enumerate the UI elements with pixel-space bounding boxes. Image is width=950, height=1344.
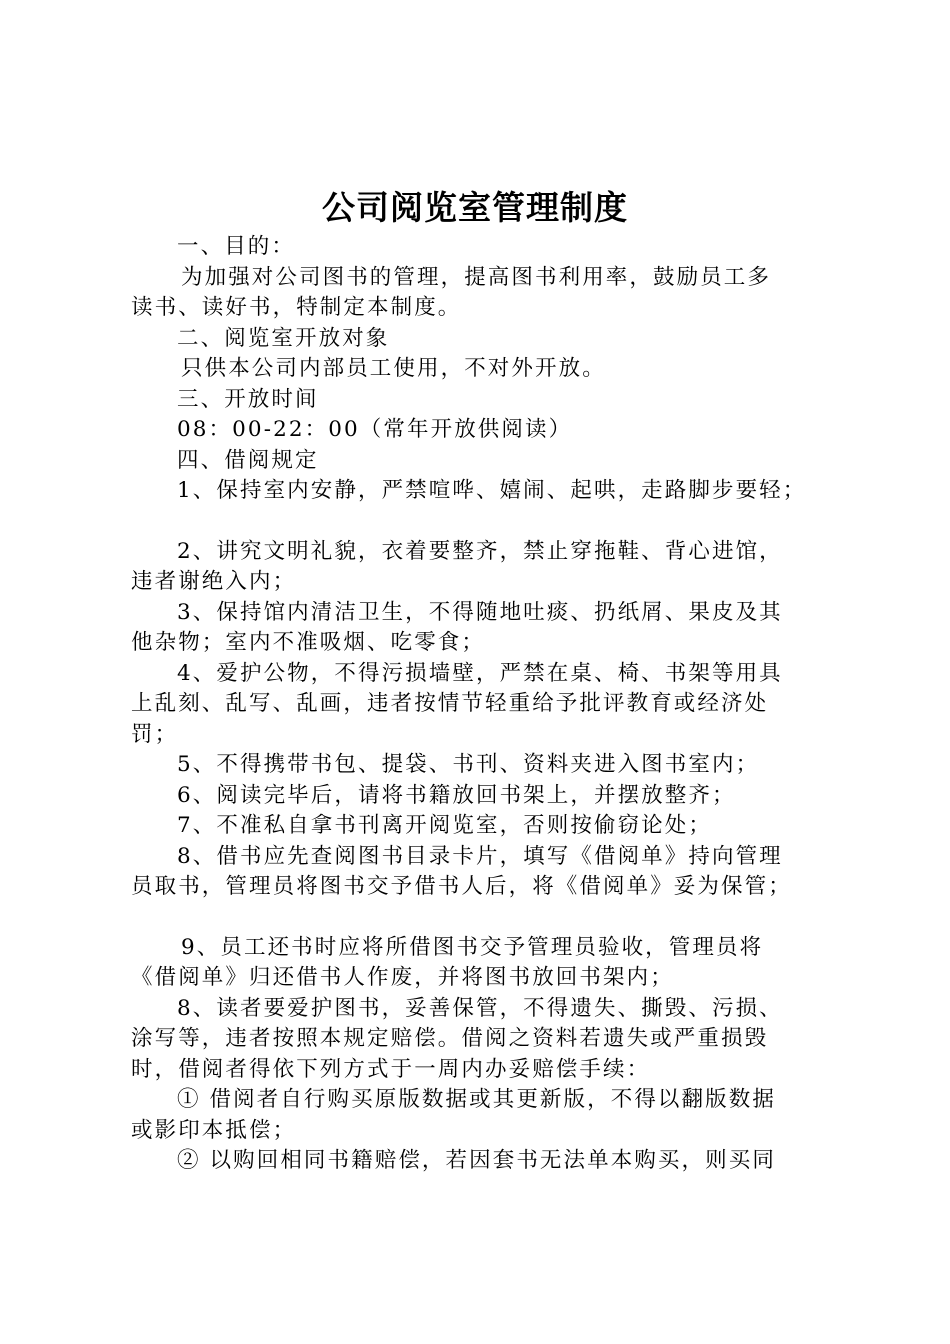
- section-heading: 四、借阅规定: [177, 447, 319, 473]
- rule-item: 4、爱护公物，不得污损墙壁，严禁在桌、椅、书架等用具: [177, 660, 783, 686]
- rule-item-continued: 员取书，管理员将图书交予借书人后，将《借阅单》妥为保管；: [131, 874, 792, 899]
- paragraph-line: 只供本公司内部员工使用，不对外开放。: [181, 356, 606, 381]
- section-heading: 二、阅览室开放对象: [177, 325, 390, 351]
- sub-item: ① 借阅者自行购买原版数据或其更新版，不得以翻版数据: [177, 1087, 776, 1112]
- sub-item-continued: 或影印本抵偿；: [131, 1117, 297, 1143]
- rule-item: 7、不准私自拿书刊离开阅览室，否则按偷窃论处；: [177, 813, 712, 838]
- rule-item-continued: 罚；: [131, 721, 179, 747]
- section-heading: 三、开放时间: [177, 386, 319, 412]
- paragraph-line: 08：00-22：00（常年开放供阅读）: [177, 417, 573, 442]
- rule-item: 5、不得携带书包、提袋、书刊、资料夹进入图书室内；: [177, 752, 760, 777]
- rule-item: 2、讲究文明礼貌，衣着要整齐，禁止穿拖鞋、背心进馆，: [177, 538, 783, 564]
- rule-item-continued: 上乱刻、乱写、乱画，违者按情节轻重给予批评教育或经济处: [131, 691, 769, 716]
- blank-line: [131, 507, 847, 537]
- rule-item-continued: 时，借阅者得依下列方式于一周内办妥赔偿手续：: [131, 1056, 651, 1082]
- paragraph-line: 读书、读好书，特制定本制度。: [131, 295, 462, 320]
- rule-item: 6、阅读完毕后，请将书籍放回书架上，并摆放整齐；: [177, 782, 736, 808]
- document-body: [131, 232, 847, 1177]
- rule-item: 8、读者要爱护图书，妥善保管，不得遗失、撕毁、污损、: [177, 995, 783, 1021]
- rule-item: 1、保持室内安静，严禁喧哗、嬉闹、起哄，走路脚步要轻；: [177, 478, 807, 503]
- blank-line: [131, 903, 847, 933]
- rule-item-continued: 他杂物；室内不准吸烟、吃零食；: [131, 630, 486, 655]
- rule-item: 8、借书应先查阅图书目录卡片，填写《借阅单》持向管理: [177, 843, 783, 869]
- rule-item-continued: 《借阅单》归还借书人作废，并将图书放回书架内；: [131, 965, 674, 990]
- rule-item: 3、保持馆内清洁卫生，不得随地吐痰、扔纸屑、果皮及其: [177, 599, 783, 625]
- paragraph-line: 为加强对公司图书的管理，提高图书利用率，鼓励员工多: [181, 264, 772, 290]
- sub-item: ② 以购回相同书籍赔偿，若因套书无法单本购买，则买同: [177, 1148, 776, 1173]
- rule-item-continued: 违者谢绝入内；: [131, 569, 297, 594]
- document-title: 公司阅览室管理制度: [322, 188, 628, 227]
- rule-item: 9、员工还书时应将所借图书交予管理员验收，管理员将: [181, 934, 764, 960]
- rule-item-continued: 涂写等，违者按照本规定赔偿。借阅之资料若遗失或严重损毁: [131, 1026, 769, 1051]
- section-heading: 一、目的：: [177, 234, 296, 259]
